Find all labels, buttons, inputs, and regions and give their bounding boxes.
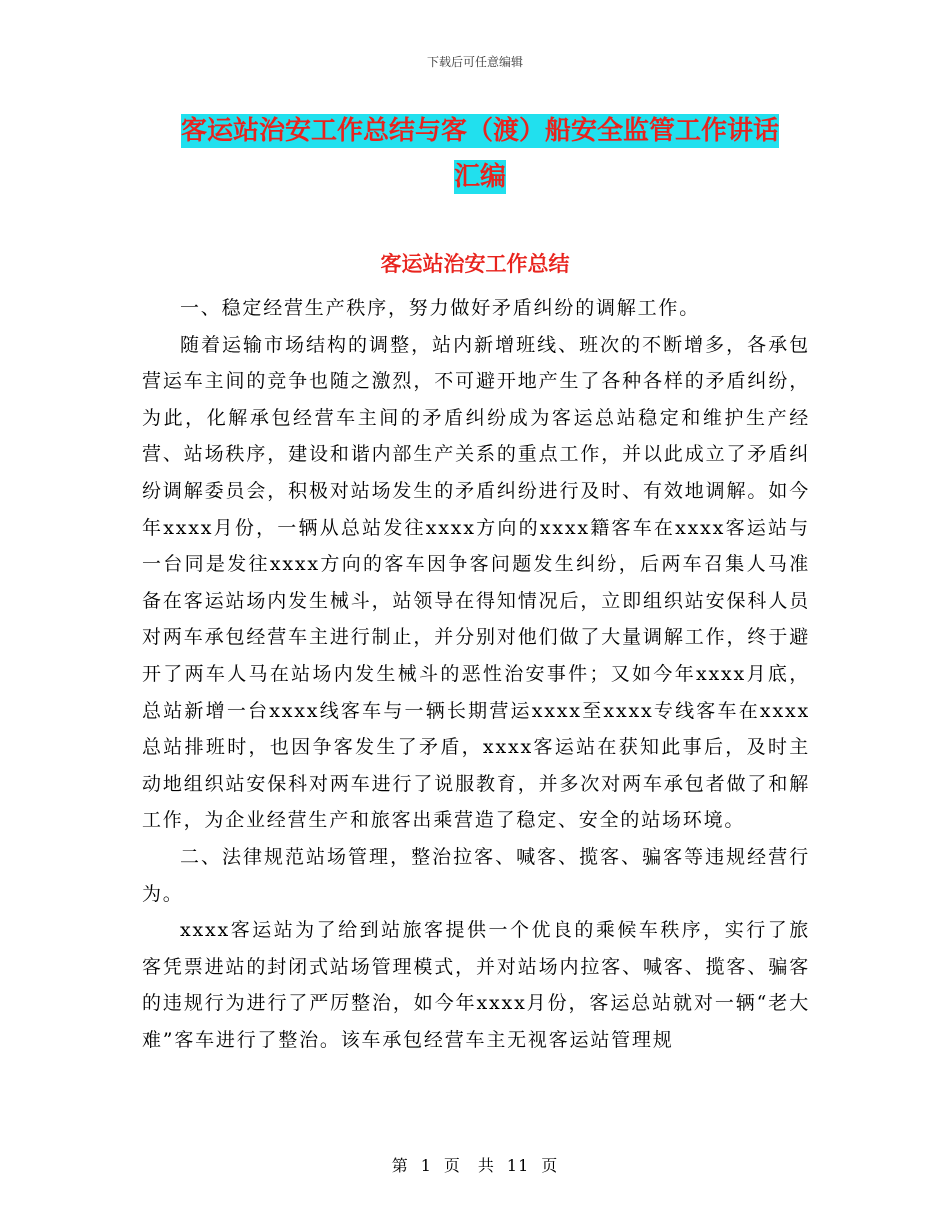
footer-prefix: 第 xyxy=(391,1156,409,1175)
paragraph-heading-2: 二、法律规范站场管理，整治拉客、喊客、揽客、骗客等违规经营行为。 xyxy=(142,845,810,905)
page-footer xyxy=(0,1153,950,1176)
page-number: 1 xyxy=(420,1156,432,1175)
header-note: 下载后可任意编辑 xyxy=(426,55,523,69)
footer-suffix: 页 xyxy=(541,1156,559,1175)
body-text xyxy=(142,290,810,1058)
paragraph-heading-1: 一、稳定经营生产秩序，努力做好矛盾纠纷的调解工作。 xyxy=(180,297,701,319)
paragraph: xxxx客运站为了给到站旅客提供一个优良的乘候车秩序，实行了旅客凭票进站的封闭式站场管理模式，并对站场内拉客、喊客、揽客、骗客的违规行为进行了严厉整治，如今年xxxx月份，客运总站就对一辆“老大难”客车进行了整治。该车承包经营车主无视客运站管理规 xyxy=(142,919,810,1051)
paragraph: 随着运输市场结构的调整，站内新增班线、班次的不断增多，各承包营运车主间的竞争也随之激烈，不可避开地产生了各种各样的矛盾纠纷，为此，化解承包经营车主间的矛盾纠纷成为客运总站稳定和维护生产经营、站场秩序，建设和谐内部生产关系的重点工作，并以此成立了矛盾纠纷调解委员会，积极对站场发生的矛盾纠纷进行及时、有效地调解。如今年xxxx月份，一辆从总站发往xxxx方向的xxxx籍客车在xxxx客运站与一台同是发往xxxx方向的客车因争客问题发生纠纷，后两车召集人马准备在客运站场内发生械斗，站领导在得知情况后，立即组织站安保科人员对两车承包经营车主进行制止，并分别对他们做了大量调解工作，终于避开了两车人马在站场内发生械斗的恶性治安事件；又如今年xxxx月底，总站新增一台xxxx线客车与一辆长期营运xxxx至xxxx专线客车在xxxx总站排班时，也因争客发生了矛盾，xxxx客运站在获知此事后，及时主动地组织站安保科对两车进行了说服教育，并多次对两车承包者做了和解工作，为企业经营生产和旅客出乘营造了稳定、安全的站场环境。 xyxy=(142,333,810,832)
page-total: 11 xyxy=(506,1156,530,1175)
document-title xyxy=(150,108,810,200)
title-line-1: 客运站治安工作总结与客（渡）船安全监管工作讲话 xyxy=(180,116,779,146)
section-title: 客运站治安工作总结 xyxy=(380,252,570,276)
title-line-2: 汇编 xyxy=(453,162,506,192)
footer-mid: 页 共 xyxy=(443,1156,495,1175)
